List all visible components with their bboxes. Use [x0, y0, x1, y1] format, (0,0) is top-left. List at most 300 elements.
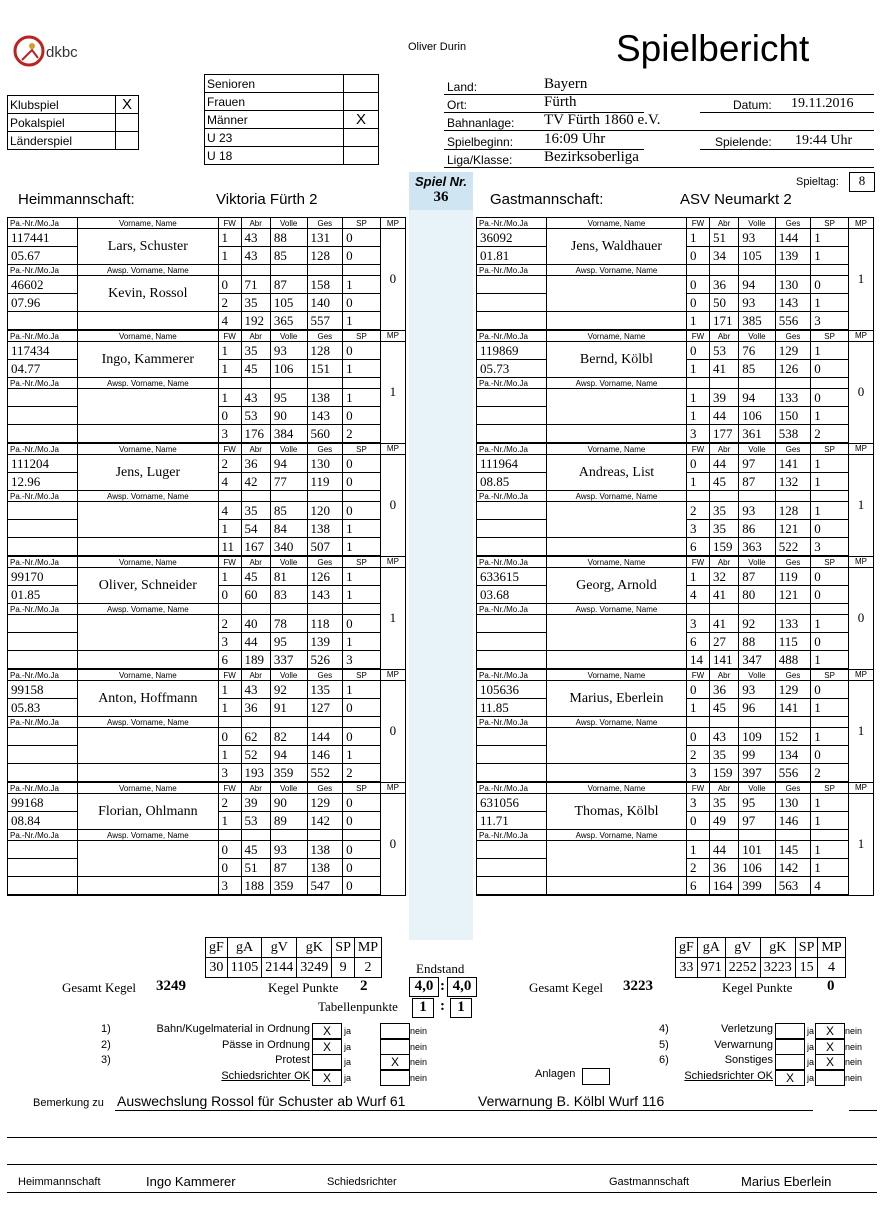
score-cell: 126 — [307, 568, 343, 586]
col-awsp-pa: Pa.-Nr./Mo.Ja — [8, 491, 78, 502]
totals-value: 971 — [697, 958, 725, 978]
player-year: 03.68 — [477, 586, 547, 604]
totals-header: MP — [818, 938, 845, 958]
col-volle: Volle — [739, 782, 776, 794]
score-cell: 94 — [270, 455, 307, 473]
score-cell: 130 — [307, 455, 343, 473]
check-ja-box[interactable] — [775, 1039, 805, 1055]
awsp-pa — [8, 841, 78, 859]
score-cell: 0 — [343, 473, 381, 491]
score-cell: 0 — [811, 276, 849, 294]
game-type-checkbox[interactable] — [116, 132, 139, 150]
col-awsp: Awsp. Vorname, Name — [78, 717, 218, 728]
remarks-line-1b — [849, 1110, 877, 1111]
score-cell: 2 — [686, 859, 709, 877]
col-awsp: Awsp. Vorname, Name — [546, 378, 686, 389]
col-name: Vorname, Name — [78, 330, 218, 342]
check-ja-box[interactable]: X — [312, 1070, 342, 1086]
score-cell: 1 — [343, 276, 381, 294]
totals-header: gF — [676, 938, 698, 958]
total-cell: 3 — [811, 538, 849, 557]
col-awsp-pa: Pa.-Nr./Mo.Ja — [477, 830, 547, 841]
score-cell: 1 — [686, 360, 709, 378]
total-cell: 1 — [343, 312, 381, 331]
player-year: 01.85 — [8, 586, 78, 604]
score-cell: 52 — [241, 746, 270, 764]
info-value-ende: 19:44 Uhr — [795, 133, 853, 148]
home-players-table — [7, 217, 406, 896]
player-year: 05.73 — [477, 360, 547, 378]
awsp-pa — [477, 615, 547, 633]
col-pa: Pa.-Nr./Mo.Ja — [8, 669, 78, 681]
player-row — [477, 276, 874, 294]
check-nein-box[interactable] — [380, 1023, 410, 1039]
check-nein-box[interactable]: X — [380, 1054, 410, 1070]
player-total-row — [8, 538, 406, 557]
col-volle: Volle — [270, 443, 307, 455]
player-row — [8, 276, 406, 294]
total-cell: 3 — [686, 764, 709, 783]
score-cell: 1 — [343, 568, 381, 586]
player-year: 05.67 — [8, 247, 78, 265]
col-awsp-pa: Pa.-Nr./Mo.Ja — [477, 265, 547, 276]
player-name: Andreas, List — [546, 455, 686, 491]
col-name: Vorname, Name — [546, 330, 686, 342]
score-cell: 97 — [739, 455, 776, 473]
awsp-year — [8, 520, 78, 538]
player-year: 05.83 — [8, 699, 78, 717]
score-cell: 53 — [241, 812, 270, 830]
game-type-checkbox[interactable]: X — [116, 96, 139, 114]
awsp-name — [78, 502, 218, 538]
endstand-home: 4,0 — [409, 977, 439, 997]
anlagen-box[interactable] — [582, 1068, 610, 1085]
score-cell: 129 — [307, 794, 343, 812]
home-team-label: Heimmannschaft: — [18, 191, 135, 208]
away-gesamt-kegel: 3223 — [623, 978, 653, 994]
category-row — [205, 75, 379, 93]
awsp-header-row — [8, 265, 406, 276]
spiel-nr-strip — [409, 210, 473, 940]
col-pa: Pa.-Nr./Mo.Ja — [477, 556, 547, 568]
score-cell: 119 — [307, 473, 343, 491]
totals-header-row — [206, 938, 382, 958]
score-cell: 99 — [739, 746, 776, 764]
player-pa: 119869 — [477, 342, 547, 360]
total-cell: 526 — [307, 651, 343, 670]
check-nein-box[interactable] — [815, 1070, 845, 1086]
total-cell: 1 — [343, 538, 381, 557]
score-cell: 93 — [739, 294, 776, 312]
info-label-liga_label: Liga/Klasse: — [447, 153, 513, 167]
player-row — [477, 389, 874, 407]
score-cell: 0 — [343, 615, 381, 633]
col-pa: Pa.-Nr./Mo.Ja — [477, 782, 547, 794]
awsp-header-row — [477, 830, 874, 841]
check-ja-box[interactable] — [312, 1054, 342, 1070]
author-name: Oliver Durin — [408, 41, 467, 53]
score-cell: 3 — [218, 633, 241, 651]
awsp-header-row — [8, 378, 406, 389]
info-label-datum_label: Datum: — [733, 98, 772, 112]
info-line — [444, 94, 874, 95]
nein-label: nein — [410, 1072, 428, 1083]
awsp-name — [546, 615, 686, 651]
sig-away-label: Gastmannschaft — [609, 1176, 690, 1188]
col-ges: Ges — [307, 782, 343, 794]
score-cell: 1 — [218, 699, 241, 717]
player-total-row — [477, 312, 874, 331]
col-volle: Volle — [270, 218, 307, 229]
col-pa: Pa.-Nr./Mo.Ja — [477, 330, 547, 342]
awsp-header-row — [477, 378, 874, 389]
player-pa: 633615 — [477, 568, 547, 586]
score-cell: 143 — [775, 294, 811, 312]
score-cell: 49 — [709, 812, 738, 830]
total-cell: 167 — [241, 538, 270, 557]
check-ja-box[interactable]: X — [312, 1039, 342, 1055]
col-fw: FW — [686, 782, 709, 794]
awsp-header-row — [8, 604, 406, 615]
score-cell: 3 — [686, 520, 709, 538]
score-cell: 142 — [775, 859, 811, 877]
score-cell: 0 — [686, 812, 709, 830]
player-total-row — [8, 877, 406, 896]
col-fw: FW — [686, 218, 709, 229]
totals-value: 2144 — [262, 958, 297, 978]
score-cell: 35 — [241, 342, 270, 360]
player-mp: 0 — [380, 794, 405, 896]
score-cell: 142 — [307, 812, 343, 830]
score-cell: 1 — [343, 633, 381, 651]
score-cell: 146 — [775, 812, 811, 830]
score-cell: 2 — [686, 502, 709, 520]
awsp-pa — [8, 615, 78, 633]
score-cell: 119 — [775, 568, 811, 586]
player-mp: 1 — [848, 455, 873, 557]
score-cell: 71 — [241, 276, 270, 294]
player-header-row — [477, 782, 874, 794]
check-nein-box[interactable]: X — [815, 1023, 845, 1039]
awsp-name — [546, 276, 686, 312]
col-awsp-pa: Pa.-Nr./Mo.Ja — [8, 604, 78, 615]
player-row — [8, 342, 406, 360]
col-name: Vorname, Name — [546, 556, 686, 568]
category-checkbox[interactable]: X — [344, 111, 379, 129]
player-header-row — [477, 218, 874, 229]
game-type-row — [8, 96, 139, 114]
player-row — [477, 841, 874, 859]
score-cell: 0 — [343, 841, 381, 859]
score-cell: 36 — [709, 859, 738, 877]
col-awsp: Awsp. Vorname, Name — [78, 265, 218, 276]
player-mp: 1 — [380, 342, 405, 444]
awsp-pa — [477, 728, 547, 746]
score-cell: 35 — [709, 746, 738, 764]
check-nein-box[interactable]: X — [815, 1039, 845, 1055]
total-cell: 11 — [218, 538, 241, 557]
remarks-line-1 — [115, 1110, 813, 1111]
check-nein-box[interactable] — [380, 1070, 410, 1086]
category-label: Senioren — [205, 75, 344, 93]
player-mp: 1 — [848, 681, 873, 783]
player-name: Lars, Schuster — [78, 229, 218, 265]
score-cell: 141 — [775, 455, 811, 473]
score-cell: 36 — [709, 681, 738, 699]
score-cell: 0 — [811, 520, 849, 538]
awsp-pa — [8, 502, 78, 520]
player-total-row — [8, 312, 406, 331]
total-cell: 365 — [270, 312, 307, 331]
score-cell: 1 — [811, 615, 849, 633]
check-num: 4) — [659, 1023, 669, 1035]
score-cell: 121 — [775, 586, 811, 604]
col-ges: Ges — [307, 218, 343, 229]
score-cell: 2 — [686, 746, 709, 764]
score-cell: 127 — [307, 699, 343, 717]
player-pa: 111204 — [8, 455, 78, 473]
totals-header: gK — [297, 938, 332, 958]
total-cell: 3 — [686, 425, 709, 444]
totals-header: gF — [206, 938, 228, 958]
info-value-bahn: TV Fürth 1860 e.V. — [544, 112, 661, 128]
col-abr: Abr — [709, 556, 738, 568]
category-checkbox[interactable] — [344, 93, 379, 111]
col-fw: FW — [686, 556, 709, 568]
score-cell: 146 — [307, 746, 343, 764]
col-awsp-pa: Pa.-Nr./Mo.Ja — [8, 830, 78, 841]
total-cell: 176 — [241, 425, 270, 444]
score-cell: 93 — [270, 342, 307, 360]
player-name: Marius, Eberlein — [546, 681, 686, 717]
total-cell: 538 — [775, 425, 811, 444]
score-cell: 84 — [270, 520, 307, 538]
score-cell: 1 — [686, 473, 709, 491]
category-row — [205, 93, 379, 111]
check-ja-box[interactable]: X — [775, 1070, 805, 1086]
check-num: 5) — [659, 1038, 669, 1051]
totals-value: 4 — [818, 958, 845, 978]
player-pa: 99170 — [8, 568, 78, 586]
col-volle: Volle — [270, 669, 307, 681]
player-header-row — [8, 782, 406, 794]
player-name: Bernd, Kölbl — [546, 342, 686, 378]
col-name: Vorname, Name — [78, 556, 218, 568]
col-awsp: Awsp. Vorname, Name — [546, 830, 686, 841]
awsp-year — [477, 520, 547, 538]
score-cell: 1 — [686, 568, 709, 586]
score-cell: 1 — [218, 681, 241, 699]
col-awsp-pa: Pa.-Nr./Mo.Ja — [477, 717, 547, 728]
total-cell: 1 — [811, 651, 849, 670]
player-pa: 105636 — [477, 681, 547, 699]
score-cell: 54 — [241, 520, 270, 538]
category-checkbox[interactable] — [344, 75, 379, 93]
nein-label: nein — [845, 1026, 863, 1036]
sig-home-label: Heimmannschaft — [18, 1176, 101, 1188]
score-cell: 1 — [343, 681, 381, 699]
nein-label: nein — [410, 1026, 428, 1036]
col-mp: MP — [848, 218, 873, 229]
ja-label: ja — [807, 1072, 815, 1083]
total-cell: 3 — [218, 764, 241, 783]
score-cell: 1 — [218, 568, 241, 586]
player-header-row — [8, 330, 406, 342]
score-cell: 128 — [775, 502, 811, 520]
spiel-nr-box — [409, 172, 473, 210]
away-totals-table — [675, 937, 846, 978]
col-pa: Pa.-Nr./Mo.Ja — [8, 782, 78, 794]
info-line — [444, 130, 874, 131]
totals-value: 9 — [332, 958, 355, 978]
category-checkbox[interactable] — [344, 147, 379, 165]
score-cell: 0 — [811, 568, 849, 586]
player-pa: 117434 — [8, 342, 78, 360]
player-name: Georg, Arnold — [546, 568, 686, 604]
total-cell: 399 — [739, 877, 776, 896]
score-cell: 53 — [241, 407, 270, 425]
remarks-line-3 — [7, 1164, 877, 1165]
col-fw: FW — [218, 669, 241, 681]
check-label: Pässe in Ordnung — [221, 1038, 310, 1051]
player-row — [8, 229, 406, 247]
score-cell: 143 — [307, 586, 343, 604]
home-punkte: 2 — [360, 978, 368, 994]
score-cell: 36 — [241, 699, 270, 717]
totals-value: 3249 — [297, 958, 332, 978]
col-ges: Ges — [775, 218, 811, 229]
check-label: Schiedsrichter OK — [684, 1069, 773, 1082]
player-total-row — [477, 538, 874, 557]
check-nein-box[interactable] — [380, 1039, 410, 1055]
player-pa: 99158 — [8, 681, 78, 699]
score-cell: 6 — [686, 633, 709, 651]
score-cell: 139 — [307, 633, 343, 651]
score-cell: 88 — [739, 633, 776, 651]
score-cell: 0 — [686, 455, 709, 473]
away-team-name: ASV Neumarkt 2 — [680, 191, 792, 208]
score-cell: 35 — [241, 294, 270, 312]
score-cell: 0 — [343, 455, 381, 473]
score-cell: 135 — [307, 681, 343, 699]
col-fw: FW — [218, 782, 241, 794]
check-label: Sonstiges — [724, 1054, 773, 1066]
check-ja-box[interactable] — [775, 1054, 805, 1070]
player-row — [8, 615, 406, 633]
score-cell: 139 — [775, 247, 811, 265]
total-cell: 340 — [270, 538, 307, 557]
ja-label: ja — [807, 1041, 815, 1052]
sig-home-name: Ingo Kammerer — [146, 1174, 236, 1189]
col-awsp: Awsp. Vorname, Name — [78, 604, 218, 615]
score-cell: 94 — [270, 746, 307, 764]
game-type-checkbox[interactable] — [116, 114, 139, 132]
score-cell: 128 — [307, 247, 343, 265]
score-cell: 151 — [307, 360, 343, 378]
col-abr: Abr — [709, 218, 738, 229]
score-cell: 0 — [343, 812, 381, 830]
col-name: Vorname, Name — [546, 443, 686, 455]
score-cell: 131 — [307, 229, 343, 247]
score-cell: 34 — [709, 247, 738, 265]
check-label: Schiedsrichter OK — [221, 1069, 310, 1082]
check-ja-box[interactable] — [775, 1023, 805, 1039]
score-cell: 45 — [241, 568, 270, 586]
score-cell: 105 — [739, 247, 776, 265]
score-cell: 43 — [241, 389, 270, 407]
player-year: 11.85 — [477, 699, 547, 717]
score-cell: 41 — [709, 360, 738, 378]
total-cell: 3 — [811, 312, 849, 331]
nein-label: nein — [845, 1041, 863, 1052]
player-total-row — [477, 651, 874, 670]
player-row — [477, 681, 874, 699]
score-cell: 45 — [241, 360, 270, 378]
score-cell: 0 — [343, 229, 381, 247]
dkbc-logo — [12, 34, 87, 70]
totals-header: gA — [697, 938, 725, 958]
awsp-year — [477, 859, 547, 877]
awsp-name — [78, 841, 218, 877]
category-checkbox[interactable] — [344, 129, 379, 147]
col-sp: SP — [811, 443, 849, 455]
score-cell: 85 — [270, 502, 307, 520]
score-cell: 88 — [270, 229, 307, 247]
col-awsp-pa: Pa.-Nr./Mo.Ja — [8, 717, 78, 728]
col-volle: Volle — [739, 443, 776, 455]
col-volle: Volle — [270, 330, 307, 342]
spiel-nr-value: 36 — [433, 189, 449, 205]
score-cell: 95 — [270, 633, 307, 651]
col-fw: FW — [218, 443, 241, 455]
game-type-table — [7, 95, 139, 150]
score-cell: 78 — [270, 615, 307, 633]
score-cell: 96 — [739, 699, 776, 717]
awsp-year — [8, 746, 78, 764]
score-cell: 126 — [775, 360, 811, 378]
score-cell: 43 — [709, 728, 738, 746]
awsp-header-row — [477, 491, 874, 502]
total-cell: 552 — [307, 764, 343, 783]
score-cell: 0 — [686, 294, 709, 312]
totals-header-row — [676, 938, 846, 958]
col-name: Vorname, Name — [78, 669, 218, 681]
info-line — [700, 149, 874, 150]
total-cell: 1 — [686, 312, 709, 331]
logo-text: dkbc — [46, 44, 78, 61]
player-row — [477, 502, 874, 520]
ja-label: ja — [344, 1072, 352, 1083]
awsp-year — [8, 859, 78, 877]
score-cell: 1 — [811, 473, 849, 491]
score-cell: 41 — [709, 615, 738, 633]
score-cell: 106 — [739, 859, 776, 877]
home-gesamt-kegel: 3249 — [156, 978, 186, 994]
awsp-header-row — [477, 604, 874, 615]
check-nein-box[interactable]: X — [815, 1054, 845, 1070]
score-cell: 39 — [241, 794, 270, 812]
col-sp: SP — [811, 782, 849, 794]
col-ges: Ges — [775, 330, 811, 342]
col-volle: Volle — [739, 218, 776, 229]
check-ja-box[interactable]: X — [312, 1023, 342, 1039]
col-volle: Volle — [270, 782, 307, 794]
col-name: Vorname, Name — [78, 218, 218, 229]
score-cell: 0 — [686, 342, 709, 360]
player-pa: 631056 — [477, 794, 547, 812]
player-row — [8, 568, 406, 586]
total-cell: 359 — [270, 877, 307, 896]
